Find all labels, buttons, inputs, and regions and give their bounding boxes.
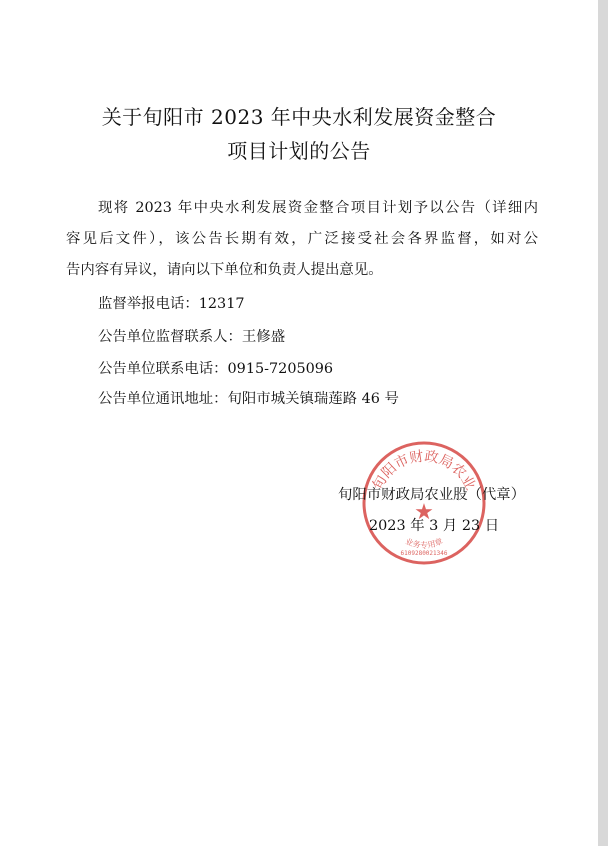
contact-address-line: 公告单位通讯地址：旬阳市城关镇瑞莲路 46 号 — [98, 391, 399, 407]
body-line-2: 容见后文件），该公告长期有效，广泛接受社会各界监督，如对公 — [66, 231, 538, 247]
hotline-line: 监督举报电话：12317 — [98, 296, 245, 312]
signer-unit: 旬阳市财政局农业股（代章） — [338, 487, 526, 503]
contact-person-line: 公告单位监督联系人：王修盛 — [98, 329, 286, 345]
seal-bottom-text: 业务专用章 — [403, 536, 445, 550]
body-line-3: 告内容有异议，请向以下单位和负责人提出意见。 — [66, 262, 383, 278]
signing-date: 2023 年 3 月 23 日 — [369, 518, 500, 534]
page-edge-shadow — [598, 0, 608, 846]
document-title-line-2: 项目计划的公告 — [227, 139, 371, 163]
seal-serial-number: 6109280021346 — [400, 550, 448, 557]
body-paragraph — [66, 193, 538, 286]
contact-phone-line: 公告单位联系电话：0915-7205096 — [98, 361, 334, 377]
seal-top-text: 旬阳市财政局农业 — [369, 448, 479, 493]
body-line-1: 现将 2023 年中央水利发展资金整合项目计划予以公告（详细内 — [98, 200, 538, 216]
seal-star-icon: ★ — [414, 500, 434, 525]
document-title-line-1: 关于旬阳市 2023 年中央水利发展资金整合 — [101, 105, 497, 129]
